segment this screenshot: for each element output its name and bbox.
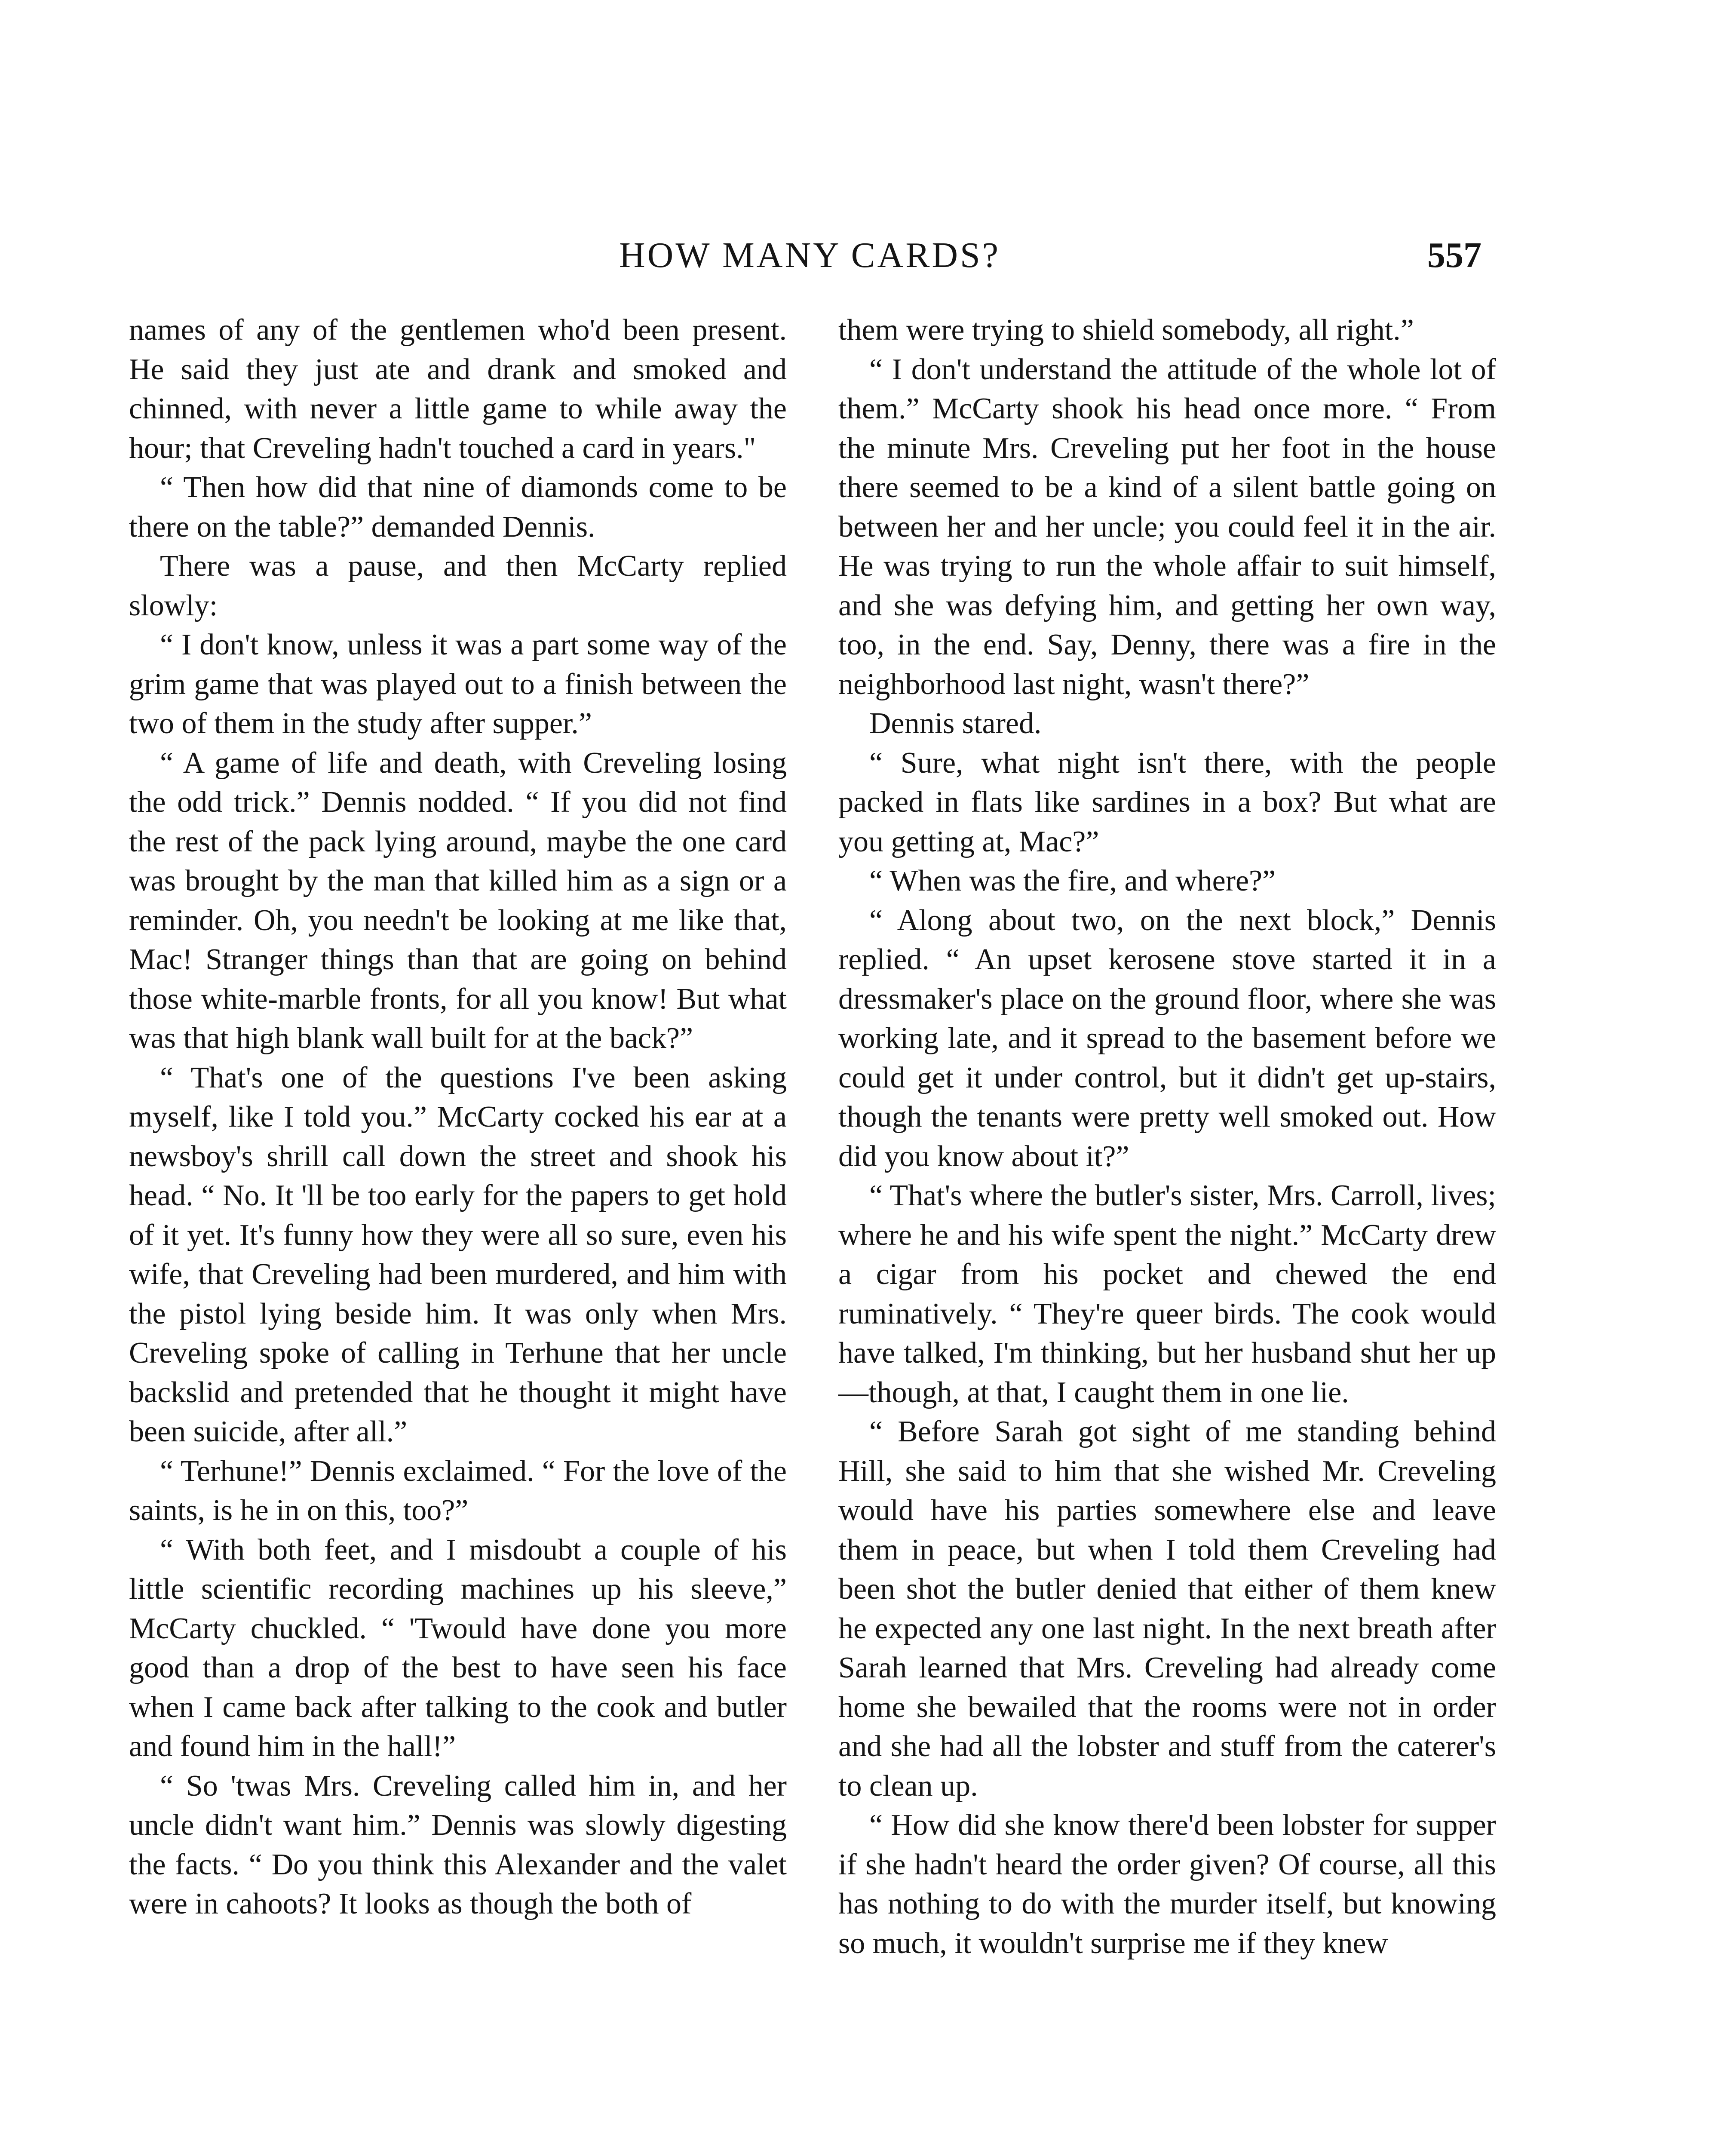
paragraph: “ Sure, what night isn't there, with the people packed in flats like sardines in a box? But what are you getting at, Mac?” [838,746,1496,858]
paragraph: “ That's where the butler's sister, Mrs. Carroll, lives; where he and his wife spent the night.” McCarty drew a cigar from his pocket and chewed the end ruminatively. “ They're queer birds. The cook would have talked, I'm thinking, but her husband shut her up—though, at that, I caught them in one lie. [838,1179,1496,1409]
paragraph: “ That's one of the questions I've been asking myself, like I told you.” McCarty cocked his ear at a newsboy's shrill call down the street and shook his head. “ No. It 'll be too early for the papers to get hold of it yet. It's funny how they were all so sure, even his wife, that Creveling had been murdered, and him with the pistol lying beside him. It was only when Mrs. Creveling spoke of calling in Terhune that her uncle backslid and pretended that he thought it might have been suicide, after all.” [129,1061,787,1448]
paragraph: “ So 'twas Mrs. Creveling called him in, and her uncle didn't want him.” Dennis was slowly digesting the facts. “ Do you think this Alexander and the valet were in cahoots? It looks as though the both of [129,1769,787,1920]
paragraph: “ Terhune!” Dennis exclaimed. “ For the love of the saints, is he in on this, too?” [129,1454,787,1527]
paragraph: “ With both feet, and I misdoubt a couple of his little scientific recording machines up his sleeve,” McCarty chuckled. “ 'Twould have done you more good than a drop of the best to have seen his face when I came back after talking to the cook and butler and found him in the hall!” [129,1533,787,1763]
paragraph: “ How did she know there'd been lobster for supper if she hadn't heard the order given? Of course, all this has nothing to do with the murder itself, but knowing so much, it wouldn't surprise me if they knew [838,1809,1496,1960]
paragraph: Dennis stared. [869,707,1042,740]
left-text-column [129,310,787,1924]
page-header [0,234,1736,286]
running-title: HOW MANY CARDS? [619,235,1001,275]
paragraph: There was a pause, and then McCarty replied slowly: [129,550,787,622]
page-number: 557 [1427,235,1481,275]
paragraph: “ When was the fire, and where?” [869,864,1276,897]
paragraph: names of any of the gentlemen who'd been present. He said they just ate and drank and smoked and chinned, with never a little game to while away the hour; that Creveling hadn't touched a card in years." [129,313,787,465]
paragraph: “ I don't know, unless it was a part some way of the grim game that was played out to a finish between the two of them in the study after supper.” [129,628,787,740]
paragraph: them were trying to shield somebody, all right.” [838,313,1414,347]
paragraph: “ I don't understand the attitude of the whole lot of them.” McCarty shook his head once more. “ From the minute Mrs. Creveling put her foot in the house there seemed to be a kind of a silent battle going on between her and her uncle; you could feel it in the air. He was trying to run the whole affair to suit himself, and she was defying him, and getting her own way, too, in the end. Say, Denny, there was a fire in the neighborhood last night, wasn't there?” [838,353,1496,701]
right-text-column [838,310,1496,1963]
paragraph: “ Then how did that nine of diamonds come to be there on the table?” demanded Dennis. [129,471,787,544]
paragraph: “ Before Sarah got sight of me standing behind Hill, she said to him that she wished Mr. Creveling would have his parties somewhere else and leave them in peace, but when I told them Creveling had been shot the butler denied that either of them knew he expected any one last night. In the next breath after Sarah learned that Mrs. Creveling had already come home she bewailed that the rooms were not in order and she had all the lobster and stuff from the caterer's to clean up. [838,1415,1496,1803]
paragraph: “ Along about two, on the next block,” Dennis replied. “ An upset kerosene stove started it in a dressmaker's place on the ground floor, where she was working late, and it spread to the basement before we could get it under control, but it didn't get up-stairs, though the tenants were pretty well smoked out. How did you know about it?” [838,903,1496,1173]
paragraph: “ A game of life and death, with Creveling losing the odd trick.” Dennis nodded. “ If you did not find the rest of the pack lying around, maybe the one card was brought by the man that killed him as a sign or a reminder. Oh, you needn't be looking at me like that, Mac! Stranger things than that are going on behind those white-marble fronts, for all you know! But what was that high blank wall built for at the back?” [129,746,787,1055]
